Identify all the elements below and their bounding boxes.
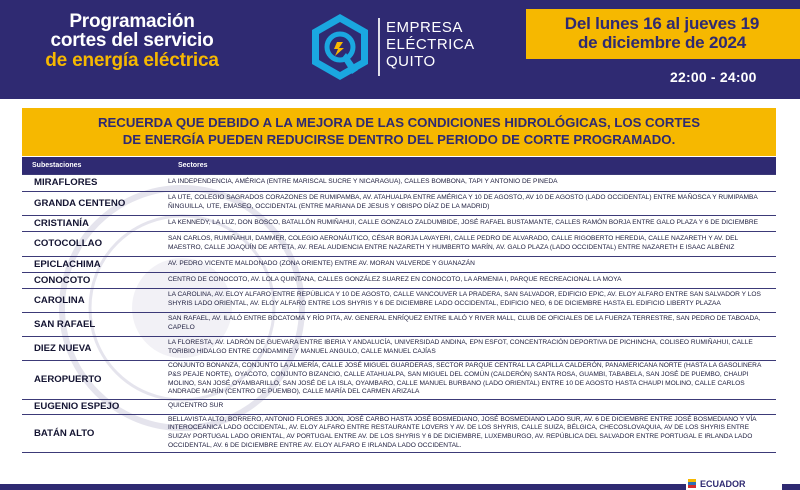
substation-name: DIEZ NUEVA: [22, 336, 168, 360]
sector-list: CONJUNTO BONANZA, CONJUNTO LA ALMERÍA, CALLE JOSÉ MIGUEL GUARDERAS, SECTOR PARQUE CENTRAL LA CAPILLA CALDERÓN, PANAMERICANA NORTE (HASTA LA GASOLINERA P&S PEAJE NORTE), OYACOTO, CONJUNTO BIZANCIO, CALLE ATAHUALPA, SAN MIGUEL DEL COMÚN (CALDERÓN) SANTA ROSA, GUAMBI, TABABELA, SAN JOSÉ DE PUEMBO, CHAUPI MOLINO, SAN JOSÉ OYAMBARILLO, SAN JOSÉ DE LA ISLA, OYAMBARO, CALLE MANUEL BURBANO (LADO ORIENTAL) ENTRE 10 DE AGOSTO HASTA CHAUPI MOLINO, CALLE CARLOS ANDRADE MARÍN (CENTRO DE PUEMBO), CALLE MARÍA DEL CARMEN ARIZALA: [168, 360, 776, 399]
sector-list: SAN RAFAEL, AV. ILALÓ ENTRE BOCATOMA Y RÍO PITA, AV. GENERAL ENRÍQUEZ ENTRE ILALÓ Y RIVER MALL, CLUB DE OFICIALES DE LA FUERZA TERRESTRE, SAN PEDRO DE TABOADA, CAPELO: [168, 312, 776, 336]
substation-name: EUGENIO ESPEJO: [22, 399, 168, 414]
table-row: [22, 414, 776, 452]
table-row: [22, 256, 776, 272]
eeq-logo-icon: [308, 12, 372, 84]
substation-name: MIRAFLORES: [22, 174, 168, 191]
table-row: [22, 191, 776, 215]
date-line-1: Del lunes 16 al jueves 19: [564, 14, 760, 33]
date-range-box: [526, 9, 800, 59]
notice-banner: [22, 108, 776, 156]
substation-name: EPICLACHIMA: [22, 256, 168, 272]
company-name-line-3: QUITO: [386, 52, 436, 70]
sector-list: QUICENTRO SUR: [168, 399, 776, 414]
table-row: [22, 231, 776, 256]
sector-list: SAN CARLOS, RUMIÑAHUI, DAMMER, COLEGIO AERONÁUTICO, CÉSAR BORJA LAVAYERI, CALLE PEDRO DE ALVARADO, CALLE RIGOBERTO HEREDIA, CALLE NAZARETH Y AV. DEL MAESTRO, CALLE JOAQUÍN DE ARTETA, AV. REAL AUDIENCIA ENTRE NAZARETH Y HUMBERTO MARÍN, AV. GALO PLAZA (LADO OCCIDENTAL) ENTRE NAZARETH E ISAAC ALBÉNIZ: [168, 231, 776, 256]
substation-name: CAROLINA: [22, 288, 168, 312]
time-range: 22:00 - 24:00: [670, 69, 757, 85]
sector-list: LA INDEPENDENCIA, AMÉRICA (ENTRE MARISCAL SUCRE Y NICARAGUA), CALLES BOMBONA, TAPI Y ANTONIO DE PINEDA: [168, 174, 776, 191]
title-line-2: cortes del servicio: [50, 30, 214, 52]
table-row: [22, 272, 776, 288]
table-row: [22, 174, 776, 191]
company-name-line-2: ELÉCTRICA: [386, 35, 475, 53]
company-logo: [308, 8, 508, 92]
substation-name: CRISTIANÍA: [22, 215, 168, 231]
logo-divider: [378, 18, 380, 76]
ecuador-government-logo: [686, 476, 782, 490]
title-line-3: de energía eléctrica: [45, 49, 219, 71]
sector-list: LA CAROLINA, AV. ELOY ALFARO ENTRE REPÚBLICA Y 10 DE AGOSTO, CALLE VANCOUVER LA PRADERA, SAN SALVADOR, EDIFICIO EPIC, AV. ELOY ALFARO ENTRE SAN SALVADOR Y LOS SHYRIS LADO ORIENTAL, AV. ELOY ALFARO ENTRE LOS SHYRIS Y 6 DE DICIEMBRE LADO OCCIDENTAL, EDIFICIO NEO, 6 DE DICIEMBRE HASTA EL EDIFICIO LIBERTY PLAZAA: [168, 288, 776, 312]
sector-list: LA FLORESTA, AV. LADRÓN DE GUEVARA ENTRE IBERIA Y ANDALUCÍA, UNIVERSIDAD ANDINA, EPN ESFOT, CONCENTRACIÓN DEPORTIVA DE PICHINCHA, COLISEO RUMIÑAHUI, CALLE TORIBIO HIDALGO ENTRE CONDAMINE Y MANUEL ANGULO, CALLE MANUEL CAJÍAS: [168, 336, 776, 360]
substation-name: SAN RAFAEL: [22, 312, 168, 336]
substation-name: GRANDA CENTENO: [22, 191, 168, 215]
table-row: [22, 312, 776, 336]
column-header-substations: Subestaciones: [22, 157, 168, 174]
sector-list: CENTRO DE CONOCOTO, AV. LOLA QUINTANA, CALLES GONZÁLEZ SUAREZ EN CONOCOTO, LA ARMENIA I, PARQUE RECREACIONAL LA MOYA: [168, 272, 776, 288]
date-line-2: de diciembre de 2024: [578, 32, 746, 52]
table-row: [22, 399, 776, 414]
header-banner: [0, 0, 800, 99]
sector-list: BELLAVISTA ALTO, BORRERO, ANTONIO FLORES JIJON, JOSÉ CARBO HASTA JOSÉ BOSMEDIANO, JOSÉ BOSMEDIANO LADO SUR, AV. 6 DE DICIEMBRE ENTRE JOSÉ BOSMEDIANO Y VÍA INTEROCEANICA LADO OCCIDENTAL, AV. ELOY ALFARO ENTRE RESTAURANTE LOVERS Y AV. DE LOS SHYRIS, CALLE SUIZA, BÉLGICA, CHECOSLOVAQUIA, AV DE LOS SHYRIS ENTRE SUIZAY PORTUGAL LADO ORIENTAL, AV PORTUGAL ENTRE AV. DE LOS SHYRIS Y 6 DE DICIEMBRE, LUXEMBURGO, AV. REPÚBLICA DEL SALVADOR ENTRE PORTUGAL E IRLANDA LADO OCCIDENTAL, AV. 6 DE DICIEMBRE ENTRE AV. ELOY ALFARO E IRLANDA LADO OCCIDENTAL.: [168, 414, 776, 452]
notice-line-2: DE ENERGÍA PUEDEN REDUCIRSE DENTRO DEL PERIODO DE CORTE PROGRAMADO.: [122, 132, 676, 148]
substation-name: AEROPUERTO: [22, 360, 168, 399]
sector-list: AV. PEDRO VICENTE MALDONADO (ZONA ORIENTE) ENTRE AV. MORAN VALVERDE Y GUANAZÁN: [168, 256, 776, 272]
footer-bar: [0, 484, 800, 490]
page-title: [32, 12, 232, 70]
footer: [0, 476, 800, 490]
column-header-sectors: Sectores: [168, 157, 776, 174]
substation-name: COTOCOLLAO: [22, 231, 168, 256]
sector-list: LA KENNEDY, LA LUZ, DON BOSCO, BATALLÓN RUMIÑAHUI, CALLE GONZALO ZALDUMBIDE, JOSÉ RAFAEL BUSTAMANTE, CALLES RAMÓN BORJA ENTRE GALO PLAZA Y 6 DE DICIEMBRE: [168, 215, 776, 231]
table-row: [22, 215, 776, 231]
outage-schedule-table: [22, 157, 776, 453]
substation-name: BATÁN ALTO: [22, 414, 168, 452]
table-row: [22, 288, 776, 312]
footer-logo-text: ECUADOR: [700, 479, 746, 489]
company-name-line-1: EMPRESA: [386, 19, 463, 36]
table-header-row: [22, 157, 776, 174]
notice-line-1: RECUERDA QUE DEBIDO A LA MEJORA DE LAS CONDICIONES HIDROLÓGICAS, LOS CORTES: [97, 115, 701, 130]
table-row: [22, 360, 776, 399]
company-name: [386, 20, 475, 70]
sector-list: LA UTE, COLEGIO SAGRADOS CORAZONES DE RUMIPAMBA, AV. ATAHUALPA ENTRE AMÉRICA Y 10 DE AGOSTO, AV 10 DE AGOSTO (LADO OCCIDENTAL) ENTRE MAÑOSCA Y RUMIPAMBA ÑINGUILLA, UTE, EMASEO, OCCIDENTAL (ENTRE MARIANA DE JESUS Y OBISPO DÍAZ DE LA MADRID): [168, 191, 776, 215]
substation-name: CONOCOTO: [22, 272, 168, 288]
title-line-1: Programación: [69, 11, 195, 32]
table-row: [22, 336, 776, 360]
